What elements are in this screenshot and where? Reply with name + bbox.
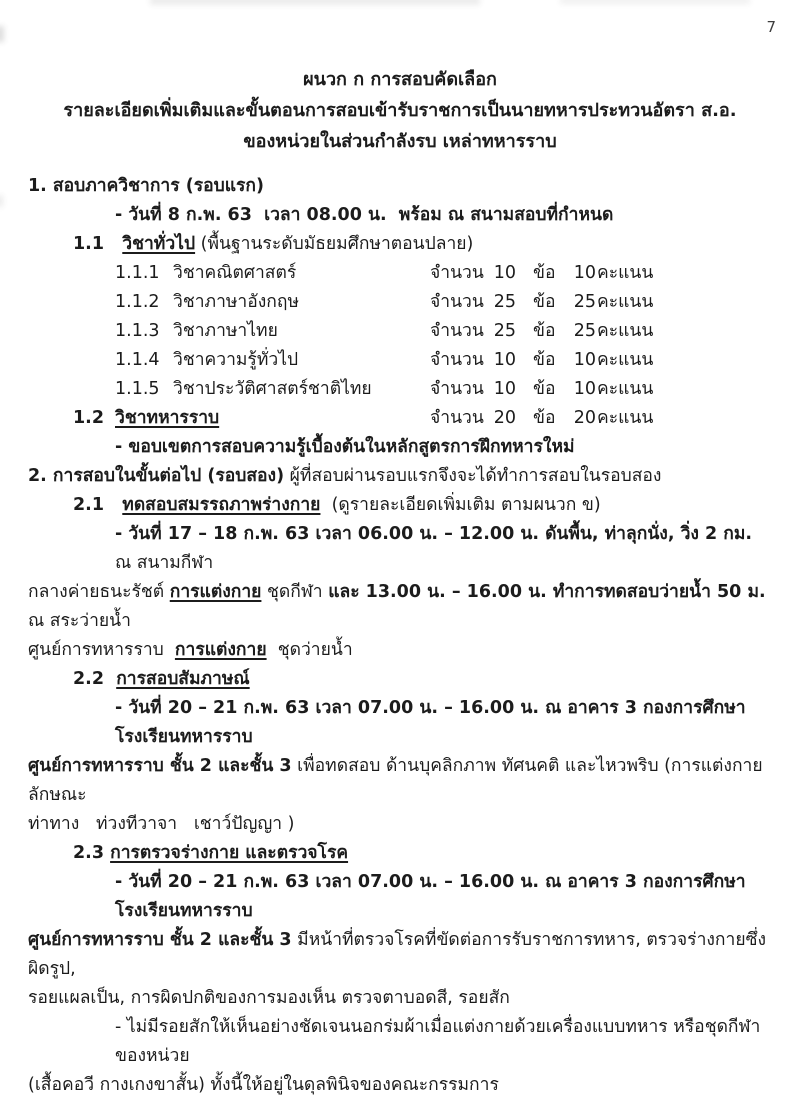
text-line [28, 868, 770, 926]
text-run: ศูนย์การทหารราบ ชั้น 2 และชั้น 3 [28, 930, 292, 950]
text-run: ท่าทาง ท่วงทีวาจา เชาว์ปัญญา ) [28, 814, 295, 834]
question-count: 10 [493, 263, 516, 283]
document-title: ผนวก ก การสอบคัดเลือก [303, 69, 497, 90]
text-line [28, 433, 770, 462]
subject-number: 1.1.5 [115, 379, 160, 399]
question-count: 25 [493, 292, 516, 312]
subject-row [28, 259, 770, 288]
subject-row [28, 317, 770, 346]
text-run: วิชาทั่วไป [122, 234, 196, 254]
text-run: การแต่งกาย [174, 640, 267, 660]
text-run: ชุดกีฬา [261, 582, 329, 602]
text-run: (พื้นฐานระดับมัธยมศึกษาตอนปลาย) [195, 234, 474, 254]
text-run: ทดสอบสมรรถภาพร่างกาย [122, 495, 321, 515]
subject-name: วิชาภาษาอังกฤษ [173, 292, 300, 312]
count-label: จำนวน [430, 292, 484, 312]
unit-label: ข้อ [533, 350, 556, 370]
scan-artifact [150, 0, 480, 5]
question-count: 25 [493, 321, 516, 341]
text-run: ณ สนามกีฬา [115, 524, 758, 573]
text-line [28, 172, 770, 201]
text-line [28, 984, 770, 1013]
text-run: - วันที่ 20 – 21 ก.พ. 63 เวลา 07.00 น. – 16.00 น. ณ อาคาร 3 กองการศึกษา โรงเรียนทหารราบ [115, 698, 752, 747]
text-run: ศูนย์การทหารราบ ชั้น 2 และชั้น 3 [28, 756, 292, 776]
text-run: และ 13.00 น. – 16.00 น. ทำการทดสอบว่ายน้ำ 50 ม. [328, 582, 766, 602]
text-run: มีหน้าที่ตรวจโรคที่ขัดต่อการรับราชการทหาร, ตรวจร่างกายซึ่งผิดรูป, [28, 930, 767, 979]
text-run: ผู้ที่สอบผ่านรอบแรกจึงจะได้ทำการสอบในรอบสอง [284, 466, 662, 486]
page-number: 7 [766, 18, 776, 36]
text-line [28, 462, 770, 491]
score-label: คะแนน [597, 408, 654, 428]
question-count: 10 [493, 350, 516, 370]
subject-row [28, 288, 770, 317]
score-label: คะแนน [597, 379, 654, 399]
text-run: รอยแผลเป็น, การผิดปกติของการมองเห็น ตรวจตาบอดสี, รอยสัก [28, 988, 510, 1008]
text-line [28, 578, 777, 636]
subject-name: วิชาความรู้ทั่วไป [173, 350, 299, 370]
subject-name: วิชาประวัติศาสตร์ชาติไทย [173, 379, 372, 399]
score-value: 20 [573, 408, 596, 428]
text-line [28, 839, 770, 868]
text-line [28, 1013, 770, 1071]
count-label: จำนวน [430, 321, 484, 341]
count-label: จำนวน [430, 350, 484, 370]
subject-number: 1.2 [73, 408, 105, 428]
text-line [28, 752, 770, 810]
subject-name: วิชาภาษาไทย [173, 321, 278, 341]
text-line [28, 810, 770, 839]
question-count: 20 [493, 408, 516, 428]
text-run: การตรวจร่างกาย และตรวจโรค [110, 843, 349, 863]
text-run: เพื่อทดสอบ ด้านบุคลิกภาพ ทัศนคติ และไหวพริบ (การแต่งกาย ลักษณะ [28, 756, 769, 805]
text-run: กลางค่ายธนะรัชต์ [28, 582, 170, 602]
subject-number: 1.1.3 [115, 321, 160, 341]
text-run: 2.1 [73, 495, 123, 515]
text-run: - ขอบเขตการสอบความรู้เบื้องต้นในหลักสูตรการฝึกทหารใหม่ [115, 437, 575, 457]
unit-label: ข้อ [533, 321, 556, 341]
scan-artifact [0, 26, 4, 42]
text-line [28, 491, 770, 520]
text-run: 1. สอบภาควิชาการ (รอบแรก) [28, 176, 265, 196]
text-run: การแต่งกาย [169, 582, 262, 602]
text-run: (ดูรายละเอียดเพิ่มเติม ตามผนวก ข) [320, 495, 601, 515]
text-run: (เสื้อคอวี กางเกงขาสั้น) ทั้งนี้ให้อยู่ในดุลพินิจของคณะกรรมการ [28, 1075, 499, 1095]
text-line [28, 694, 770, 752]
text-run: ณ สระว่ายน้ำ [28, 582, 777, 631]
text-run: - ไม่มีรอยสักให้เห็นอย่างชัดเจนนอกร่มผ้าเมื่อแต่งกายด้วยเครื่องแบบทหาร หรือชุดกีฬาของหน่วย [115, 1017, 761, 1066]
score-value: 10 [573, 350, 596, 370]
count-label: จำนวน [430, 379, 484, 399]
score-value: 10 [573, 263, 596, 283]
score-value: 25 [573, 321, 596, 341]
score-label: คะแนน [597, 350, 654, 370]
subject-row [28, 404, 770, 433]
document-subtitle: รายละเอียดเพิ่มเติมและขั้นตอนการสอบเข้ารับราชการเป็นนายทหารประทวนอัตรา ส.อ. [63, 100, 737, 121]
unit-label: ข้อ [533, 263, 556, 283]
text-line [28, 636, 770, 665]
count-label: จำนวน [430, 408, 484, 428]
count-label: จำนวน [430, 263, 484, 283]
unit-label: ข้อ [533, 408, 556, 428]
subject-number: 1.1.2 [115, 292, 160, 312]
text-line [28, 926, 770, 984]
text-run: - วันที่ 8 ก.พ. 63 เวลา 08.00 น. พร้อม ณ สนามสอบที่กำหนด [115, 205, 614, 225]
text-run: 2.3 [73, 843, 111, 863]
text-line [28, 665, 770, 694]
text-run: การสอบสัมภาษณ์ [116, 669, 250, 689]
subject-row [28, 346, 770, 375]
score-value: 10 [573, 379, 596, 399]
subject-name: วิชาทหารราบ [115, 408, 220, 428]
score-label: คะแนน [597, 292, 654, 312]
text-line [28, 230, 770, 259]
subject-name: วิชาคณิตศาสตร์ [173, 263, 297, 283]
text-run: 2. การสอบในขั้นต่อไป (รอบสอง) [28, 466, 285, 486]
subject-number: 1.1.1 [115, 263, 160, 283]
document-subtitle-2: ของหน่วยในส่วนกำลังรบ เหล่าทหารราบ [243, 131, 557, 152]
text-run: 2.2 [73, 669, 117, 689]
subject-number: 1.1.4 [115, 350, 160, 370]
text-line [28, 1071, 770, 1100]
score-label: คะแนน [597, 263, 654, 283]
text-run: - วันที่ 17 – 18 ก.พ. 63 เวลา 06.00 น. – 12.00 น. ดันพื้น, ท่าลุกนั่ง, วิ่ง 2 กม. [115, 524, 753, 544]
unit-label: ข้อ [533, 292, 556, 312]
score-value: 25 [573, 292, 596, 312]
scan-artifact [560, 0, 750, 4]
score-label: คะแนน [597, 321, 654, 341]
document-body [0, 172, 800, 1100]
question-count: 10 [493, 379, 516, 399]
text-run: 1.1 [73, 234, 123, 254]
document-header [0, 0, 800, 157]
text-run: - วันที่ 20 – 21 ก.พ. 63 เวลา 07.00 น. – 16.00 น. ณ อาคาร 3 กองการศึกษา โรงเรียนทหารราบ [115, 872, 752, 921]
text-line [28, 201, 770, 230]
text-run: ชุดว่ายน้ำ [266, 640, 353, 660]
scan-artifact [0, 195, 3, 207]
text-run: ศูนย์การทหารราบ [28, 640, 175, 660]
text-line [28, 520, 770, 578]
subject-row [28, 375, 770, 404]
unit-label: ข้อ [533, 379, 556, 399]
